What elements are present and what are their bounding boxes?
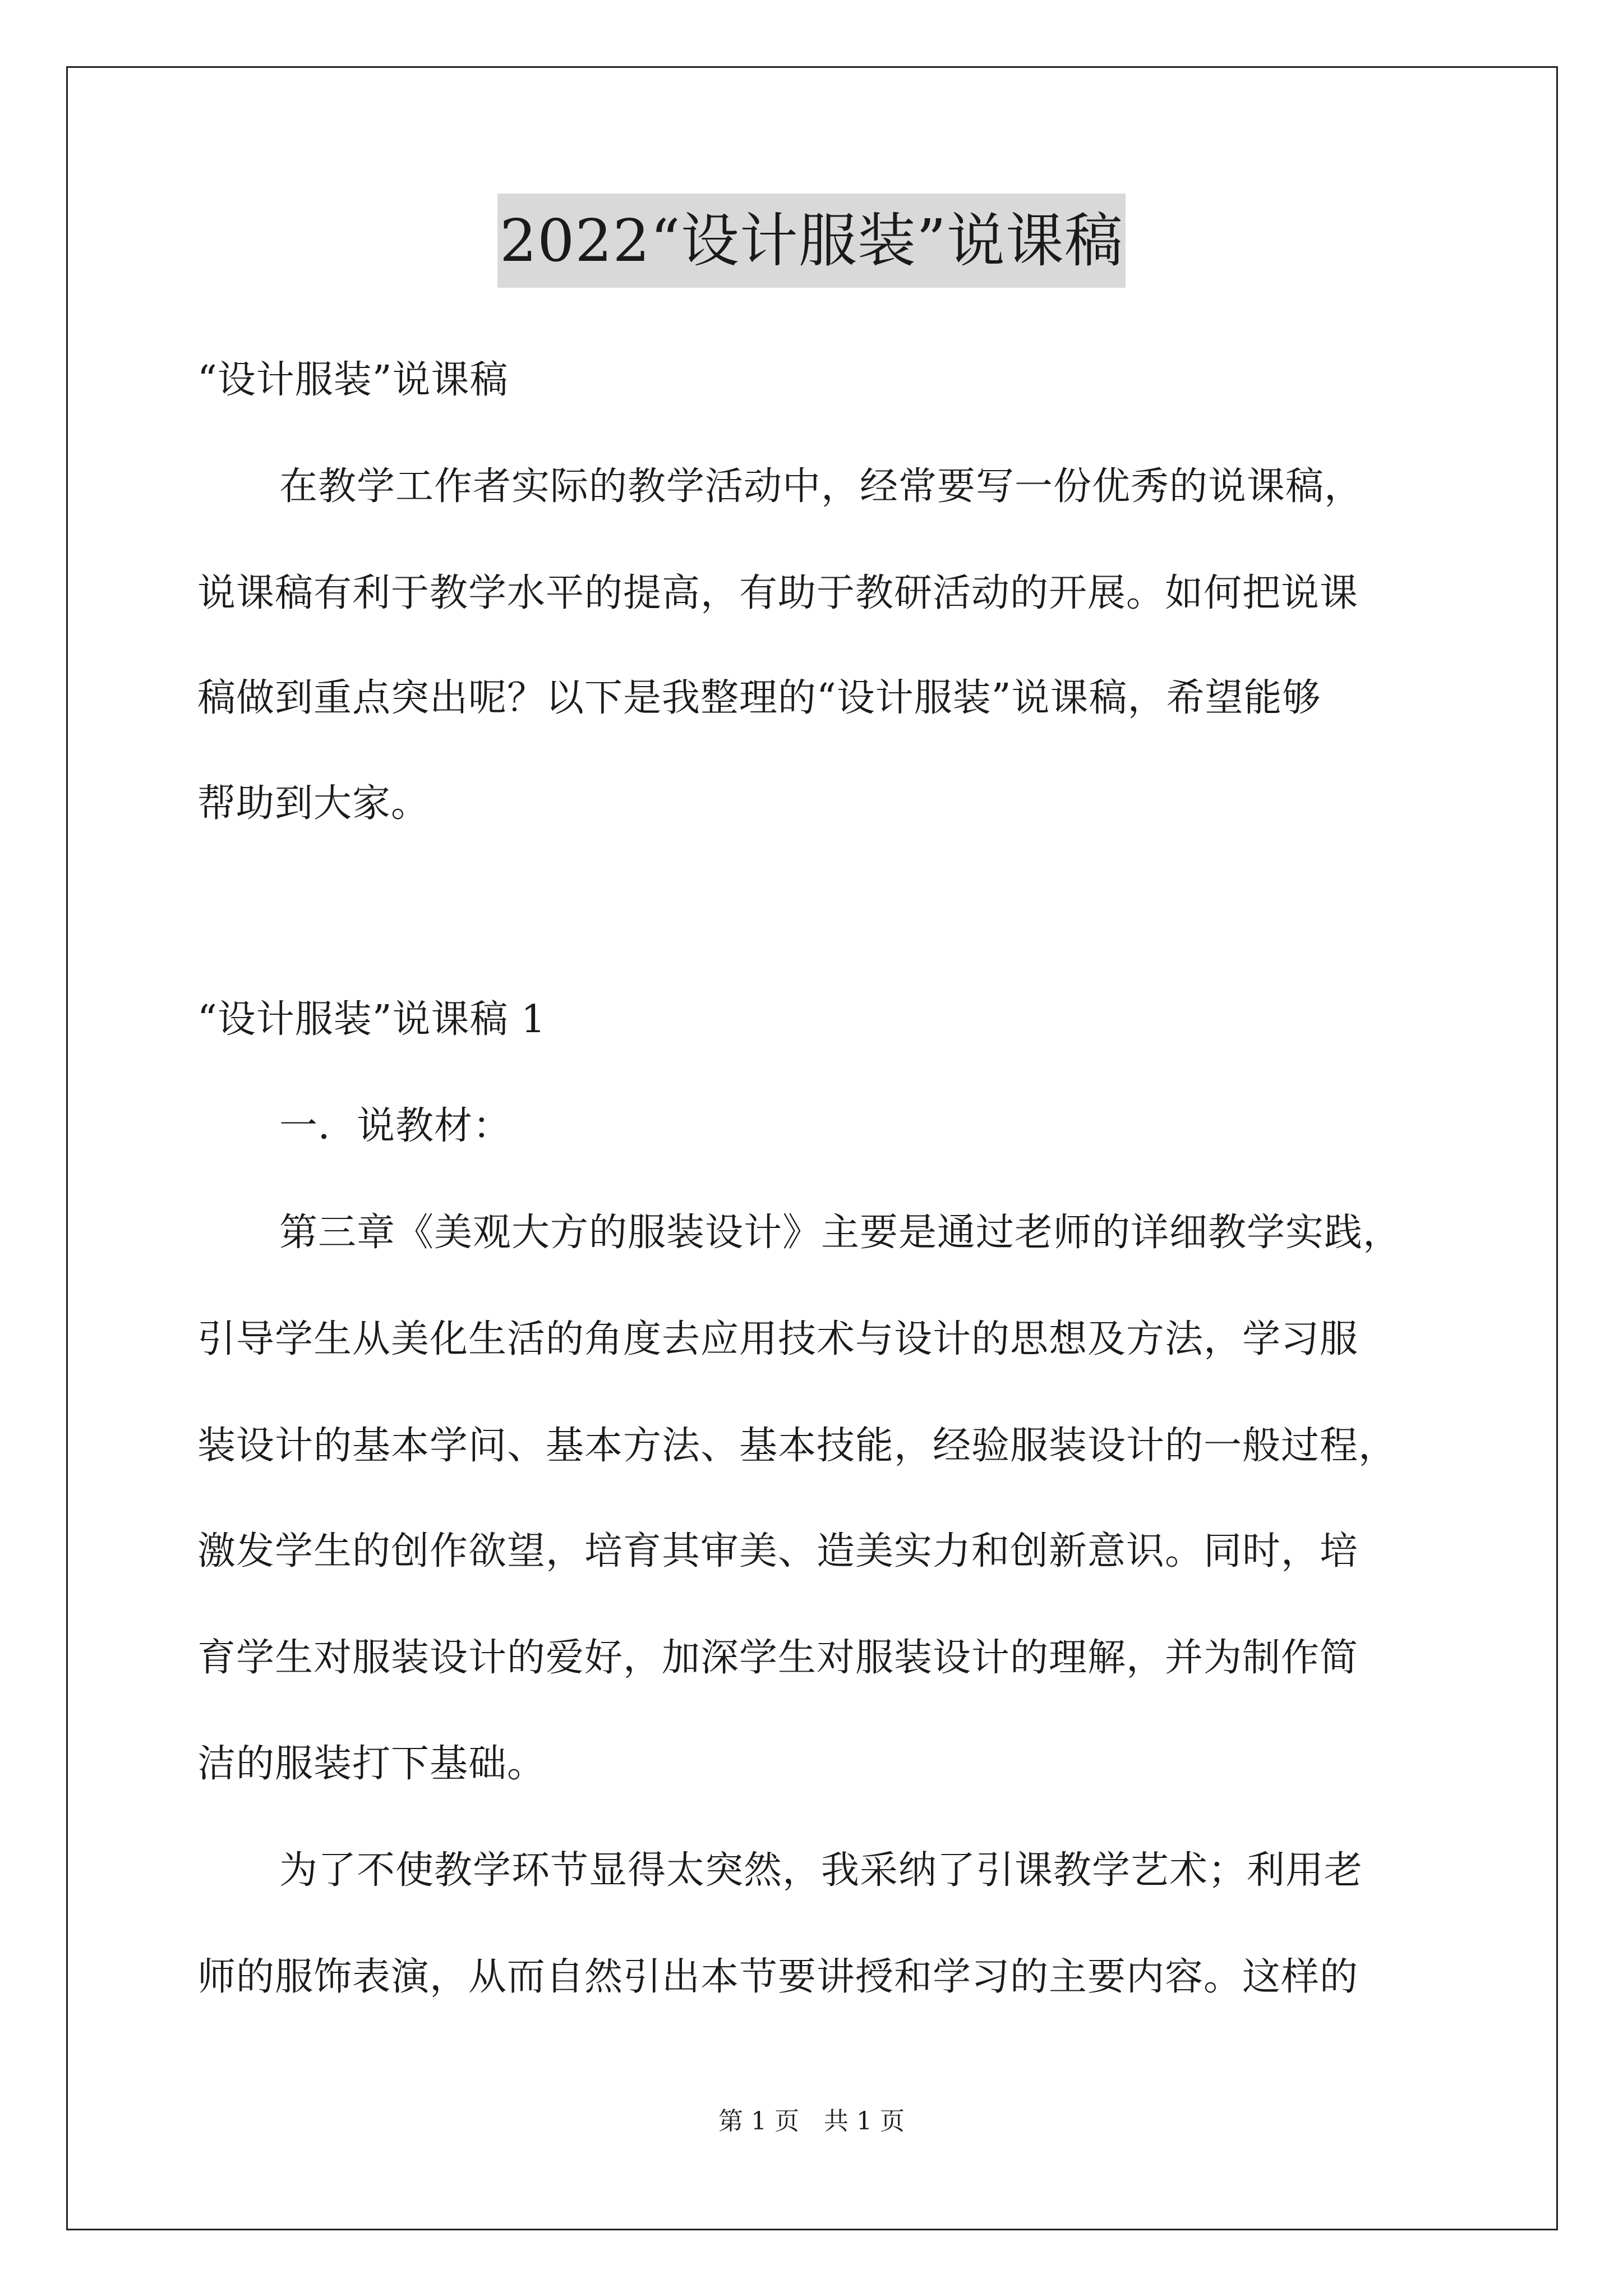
intro-line: 在教学工作者实际的教学活动中，经常要写一份优秀的说课稿，	[279, 464, 1363, 509]
paragraph-line: 装设计的基本学问、基本方法、基本技能，经验服装设计的一般过程，	[197, 1424, 1398, 1468]
document-subtitle: “设计服装”说课稿	[197, 358, 509, 402]
paragraph-line: 第三章《美观大方的服装设计》主要是通过老师的详细教学实践，	[279, 1211, 1402, 1255]
intro-line: 说课稿有利于教学水平的提高，有助于教研活动的开展。如何把说课	[197, 571, 1359, 615]
intro-line: 帮助到大家。	[197, 781, 430, 826]
paragraph-line: 激发学生的创作欲望，培育其审美、造美实力和创新意识。同时，培	[197, 1529, 1359, 1573]
paragraph-line: 师的服饰表演，从而自然引出本节要讲授和学习的主要内容。这样的	[197, 1955, 1359, 1999]
paragraph-line: 育学生对服装设计的爱好，加深学生对服装设计的理解，并为制作简	[197, 1636, 1359, 1680]
section-heading: “设计服装”说课稿 1	[197, 997, 546, 1042]
paragraph-line: 为了不使教学环节显得太突然，我采纳了引课教学艺术；利用老	[279, 1848, 1363, 1893]
paragraph-line: 洁的服装打下基础。	[197, 1742, 546, 1786]
part-heading: 一．说教材：	[279, 1104, 512, 1148]
title-container	[0, 194, 1623, 288]
paragraph-line: 引导学生从美化生活的角度去应用技术与设计的思想及方法，学习服	[197, 1317, 1359, 1361]
intro-line: 稿做到重点突出呢？以下是我整理的“设计服装”说课稿，希望能够	[197, 676, 1321, 720]
document-title: 2022“设计服装”说课稿	[497, 194, 1126, 288]
page-footer: 第 1 页 共 1 页	[718, 2107, 905, 2136]
